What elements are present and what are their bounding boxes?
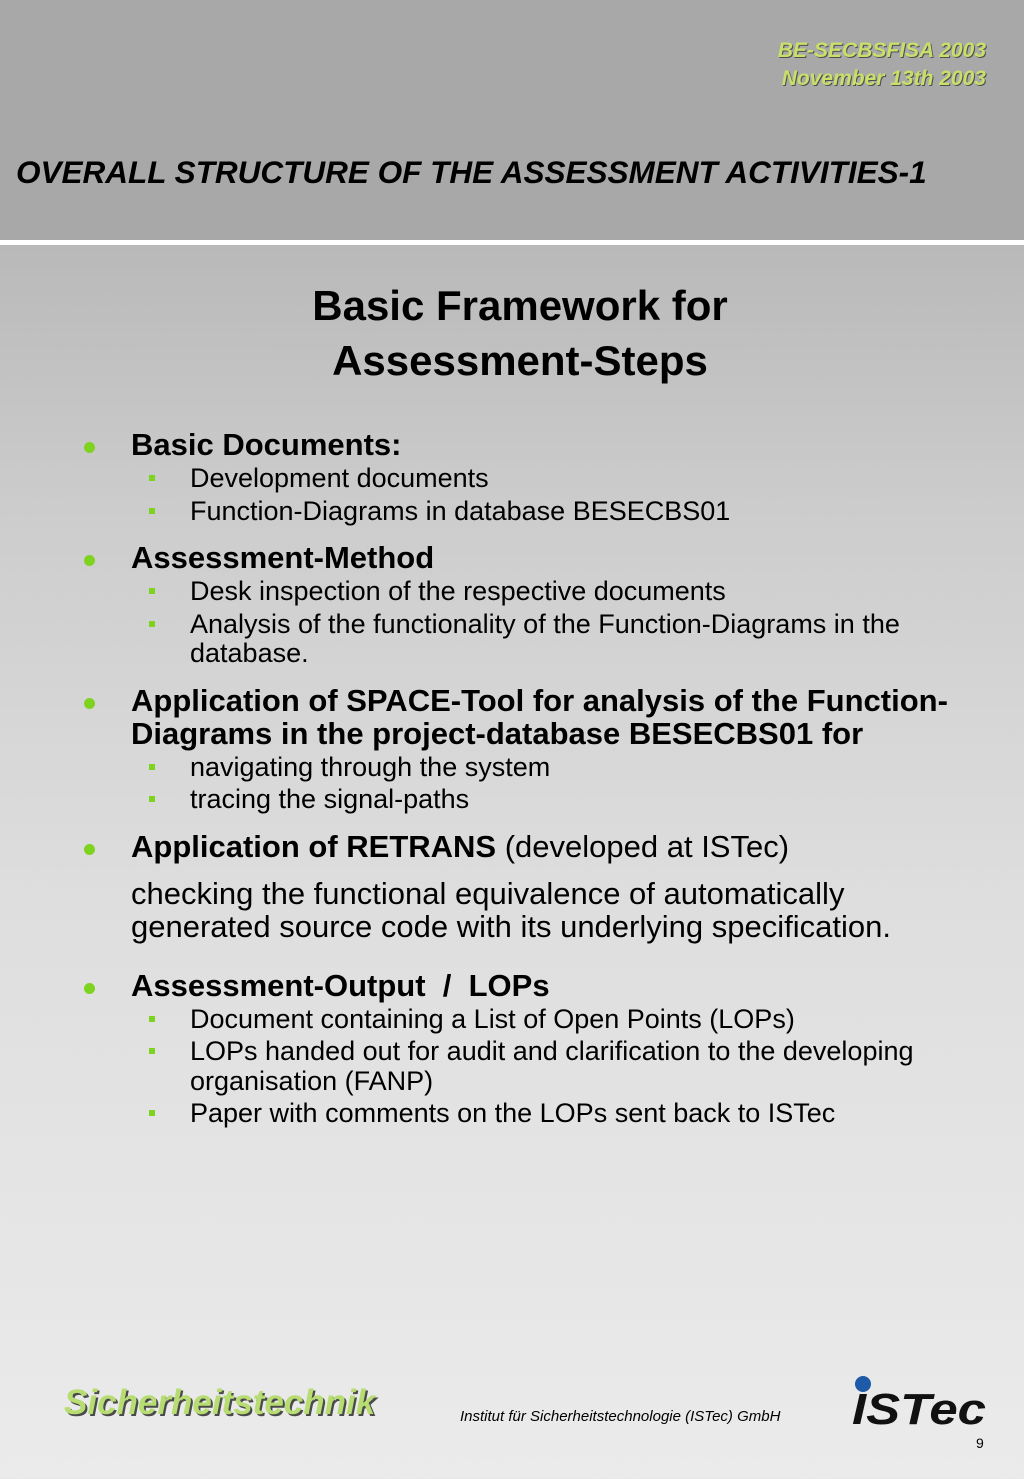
list-item <box>190 1037 964 1096</box>
istec-logo <box>850 1372 990 1432</box>
section-heading-text: Application of RETRANS <box>131 828 497 864</box>
section-space-tool <box>0 684 1024 815</box>
list-item <box>190 753 964 783</box>
section-retrans <box>0 830 1024 943</box>
green-square-bullet-icon <box>149 1016 155 1022</box>
list-item <box>190 464 964 494</box>
subtitle <box>0 278 1024 388</box>
list-item-text: Development documents <box>190 463 489 493</box>
conference-name: BE-SECBSFISA 2003 <box>777 39 986 62</box>
list-item <box>190 610 964 669</box>
section-heading: Basic Documents: <box>131 427 402 462</box>
green-square-bullet-icon <box>149 621 155 627</box>
list-item-text: tracing the signal-paths <box>190 784 470 814</box>
green-square-bullet-icon <box>149 1110 155 1116</box>
section-assessment-method <box>0 541 1024 669</box>
list-item-text: Desk inspection of the respective documents <box>190 576 726 606</box>
list-item <box>190 785 964 815</box>
list-item <box>190 1005 964 1035</box>
list-item-text: navigating through the system <box>190 751 551 782</box>
section-heading-note: (developed at ISTec) <box>496 828 790 864</box>
subtitle-line-2: Assessment-Steps <box>332 337 708 384</box>
list-item <box>190 1099 964 1129</box>
footer-institute: Institut für Sicherheitstechnologie (ISTec) GmbH <box>460 1408 781 1425</box>
green-circle-bullet-icon <box>84 844 95 855</box>
list-item <box>190 497 964 527</box>
bullet-list <box>0 428 1024 1144</box>
section-paragraph: checking the functional equivalence of automatically generated source code with its underlying specification. <box>131 875 891 944</box>
section-basic-documents <box>0 428 1024 526</box>
list-item-text: Paper with comments on the LOPs sent back to ISTec <box>190 1098 836 1128</box>
green-circle-bullet-icon <box>84 983 95 994</box>
header-divider <box>0 240 1024 245</box>
section-heading: Assessment-Method <box>131 540 435 575</box>
conference-info <box>778 37 986 93</box>
section-heading: Application of SPACE-Tool for analysis of the Function-Diagrams in the project-database BESECBS01 for <box>131 682 948 751</box>
green-square-bullet-icon <box>149 1048 155 1054</box>
logo-text: ISTec <box>852 1385 986 1432</box>
section-assessment-output <box>0 969 1024 1129</box>
green-square-bullet-icon <box>149 764 155 770</box>
subtitle-line-1: Basic Framework for <box>312 282 728 329</box>
list-item-text: Analysis of the functionality of the Function-Diagrams in the database. <box>190 608 900 668</box>
green-square-bullet-icon <box>149 475 155 481</box>
green-circle-bullet-icon <box>84 698 95 709</box>
section-heading: Assessment-Output / LOPs <box>131 967 550 1003</box>
section-heading <box>131 830 964 863</box>
green-square-bullet-icon <box>149 588 155 594</box>
header-band <box>0 0 1024 240</box>
slide-title: OVERALL STRUCTURE OF THE ASSESSMENT ACTIVITIES-1 <box>16 154 927 190</box>
list-item-text: Document containing a List of Open Points (LOPs) <box>190 1003 795 1034</box>
green-square-bullet-icon <box>149 508 155 514</box>
green-square-bullet-icon <box>149 796 155 802</box>
list-item-text: Function-Diagrams in database BESECBS01 <box>190 495 731 526</box>
list-item-text: LOPs handed out for audit and clarification to the developing organisation (FANP) <box>190 1036 914 1096</box>
footer-brand: Sicherheitstechnik <box>64 1383 376 1422</box>
list-item <box>190 577 964 607</box>
green-circle-bullet-icon <box>84 442 95 453</box>
conference-date: November 13th 2003 <box>781 67 986 90</box>
page-number: 9 <box>976 1435 984 1451</box>
green-circle-bullet-icon <box>84 555 95 566</box>
